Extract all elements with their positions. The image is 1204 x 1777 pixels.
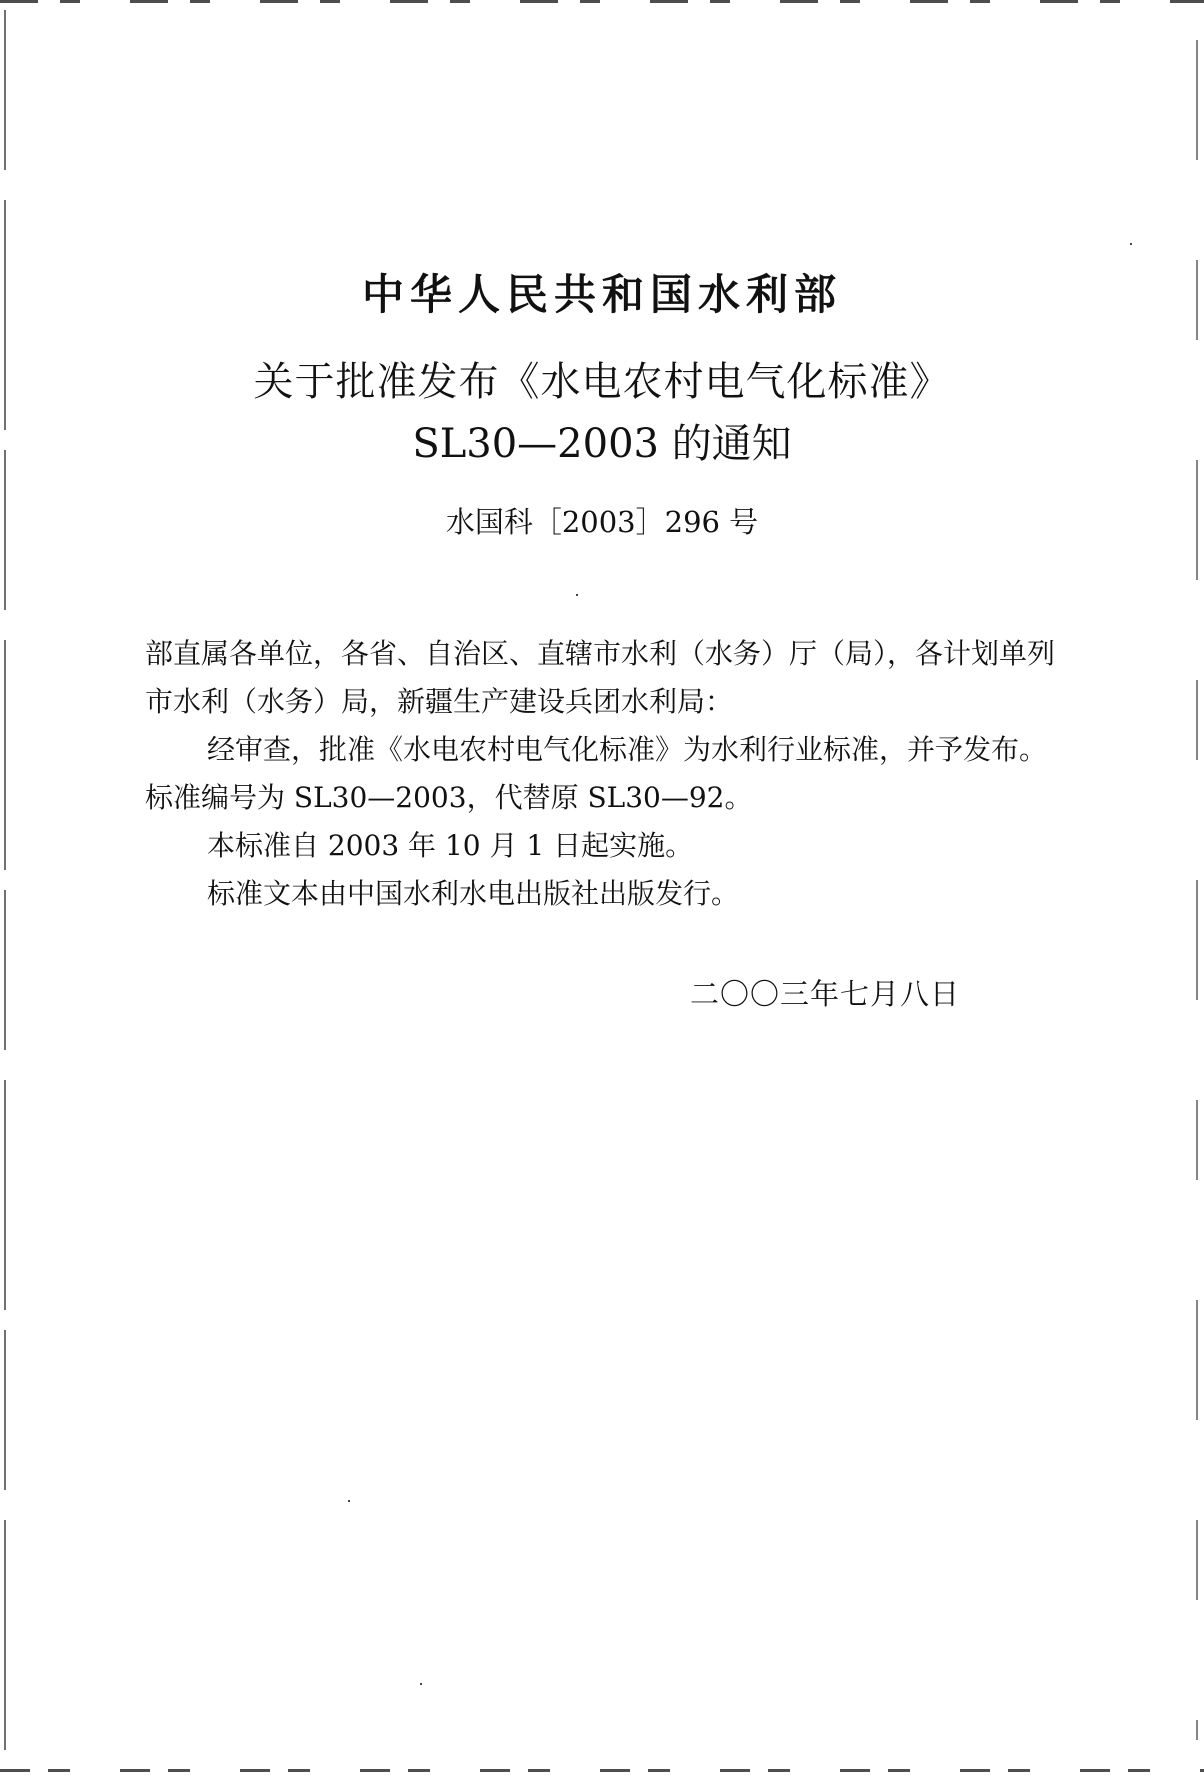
scan-edge-bottom — [0, 1769, 1204, 1772]
scan-speck — [576, 594, 578, 596]
notice-title-line2: SL30—2003 的通知 — [412, 421, 792, 467]
ministry-heading: 中华人民共和国水利部 — [361, 270, 842, 319]
publisher-paragraph: 标准文本由中国水利水电出版社出版发行。 — [207, 877, 740, 910]
scan-speck — [420, 1683, 422, 1685]
scan-edge-top — [0, 0, 1204, 3]
effective-date-paragraph: 本标准自 2003 年 10 月 1 日起实施。 — [207, 829, 694, 862]
document-number: 水国科［2003］296 号 — [445, 505, 759, 539]
notice-body — [145, 630, 1057, 918]
issue-date: 二〇〇三年七月八日 — [690, 977, 961, 1011]
approval-paragraph: 经审查，批准《水电农村电气化标准》为水利行业标准，并予发布。标准编号为 SL30—2003，代替原 SL30—92。 — [145, 733, 1048, 814]
scan-speck — [348, 1500, 350, 1502]
addressee-paragraph: 部直属各单位，各省、自治区、直辖市水利（水务）厅（局），各计划单列市水利（水务）局，新疆生产建设兵团水利局： — [145, 637, 1056, 718]
notice-title-line1: 关于批准发布《水电农村电气化标准》 — [253, 359, 951, 405]
scan-speck — [1130, 243, 1132, 245]
